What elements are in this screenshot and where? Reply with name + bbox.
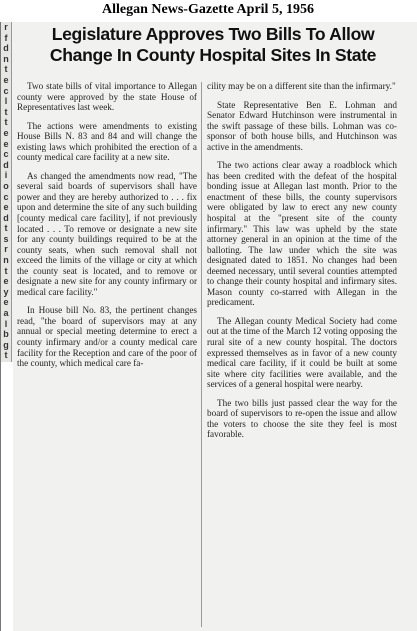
gutter-letter: o bbox=[3, 180, 9, 191]
article-paragraph: The actions were amendments to existing House Bills N. 83 and 84 and will change the existing laws which prohibited the erection of a county medical care facility at a new site. bbox=[17, 120, 197, 163]
newspaper-clipping bbox=[0, 22, 417, 631]
clipping-caption: Allegan News-Gazette April 5, 1956 bbox=[102, 2, 314, 17]
gutter-letter: a bbox=[3, 308, 9, 319]
gutter-letter: l bbox=[4, 96, 8, 107]
gutter-letter: d bbox=[3, 159, 9, 170]
gutter-letter: r bbox=[4, 244, 8, 255]
article-headline bbox=[15, 24, 411, 66]
headline-line-1: Legislature Approves Two Bills To Allow bbox=[51, 24, 375, 44]
gutter-letter: i bbox=[4, 170, 8, 181]
gutter-letter: t bbox=[4, 106, 8, 117]
gutter-letter: l bbox=[4, 318, 8, 329]
gutter-letter: s bbox=[3, 233, 9, 244]
article-paragraph: The two actions clear away a roadblock which has been credited with the defeat of the hospital bonding issue at Allegan last month. Prior to the enactment of these bills, the county supervisors were obligated by law to erect any new county hospital at the "present site of the county infirmary." This law was upheld by the state attorney general in an opinion at the time of the balloting. The law under which the site was designated dated to 1851. No changes had been deemed necessary, until several counties attempted to change their county hospital and infirmary sites. Mason county co-starred with Allegan in the predicament. bbox=[207, 160, 397, 308]
gutter-letter: t bbox=[4, 117, 8, 128]
gutter-letter: c bbox=[3, 85, 9, 96]
gutter-letter: t bbox=[4, 223, 8, 234]
gutter-letter: c bbox=[3, 191, 9, 202]
gutter-letter: g bbox=[3, 339, 9, 350]
gutter-letter: t bbox=[4, 350, 8, 361]
gutter-letter: n bbox=[3, 53, 9, 64]
gutter-letter: e bbox=[3, 276, 9, 287]
article-paragraph: cility may be on a different site than the infirmary." bbox=[207, 81, 396, 91]
gutter-letter: t bbox=[4, 265, 8, 276]
article-paragraph: As changed the amendments now read, "The several said boards of supervisors shall have power and they are hereby authorized to . . . fix upon and determine the site of any such building [county medical care facility], if not previously located . . . To remove or designate a new site for any county buildings required to be at the county seats, when such removal shall not exceed the limits of the village or city at which the county seat is located, and to remove or designate a new site for any county infirmary or medical care facility." bbox=[17, 170, 197, 297]
article-column-right bbox=[207, 81, 397, 448]
gutter-letter: t bbox=[4, 64, 8, 75]
gutter-letter: n bbox=[3, 255, 9, 266]
article-paragraph: State Representative Ben E. Lohman and Senator Edward Hutchinson were instrumental in the swift passage of these bills. Lohman was co-sponsor of both house bills, and Hutchinson was active in the amendments. bbox=[207, 99, 397, 152]
gutter-letter: d bbox=[3, 43, 9, 54]
clipping-margin bbox=[1, 362, 13, 631]
gutter-letter: b bbox=[3, 329, 9, 340]
gutter-letter: d bbox=[3, 212, 9, 223]
gutter-letter: e bbox=[3, 202, 9, 213]
gutter-letter: e bbox=[3, 138, 9, 149]
gutter-letter: e bbox=[3, 127, 9, 138]
gutter-letter: e bbox=[3, 74, 9, 85]
column-divider bbox=[201, 82, 202, 627]
gutter-letter: r bbox=[4, 22, 8, 32]
article-paragraph: In House bill No. 83, the pertinent changes read, "the board of supervisors may at any annual or special meeting determine to erect a county infirmary and/or a county medical care facility for the Reception and care of the poor of the county, which medical care fa- bbox=[17, 305, 197, 369]
article-paragraph: Two state bills of vital importance to Allegan county were approved by the state House of Representatives last week. bbox=[17, 81, 197, 113]
gutter-letter: e bbox=[3, 297, 9, 308]
article-paragraph: The Allegan county Medical Society had come out at the time of the March 12 voting opposing the rural site of a new county hospital. The doctors expressed themselves as in favor of a new county medical care facility, if it could be built at some site where city facilities were available, and the services of a general hospital were nearby. bbox=[207, 315, 397, 390]
article-paragraph: The two bills just passed clear the way for the board of supervisors to re-open the issue and allow the voters to choose the site they feel is most favorable. bbox=[207, 397, 397, 440]
gutter-letter: y bbox=[3, 286, 9, 297]
headline-line-2: Change In County Hospital Sites In State bbox=[49, 45, 377, 65]
gutter-letter: c bbox=[3, 149, 9, 160]
article-column-left bbox=[17, 81, 197, 377]
gutter-letter: f bbox=[4, 32, 8, 43]
adjacent-column-fragment bbox=[1, 22, 12, 362]
